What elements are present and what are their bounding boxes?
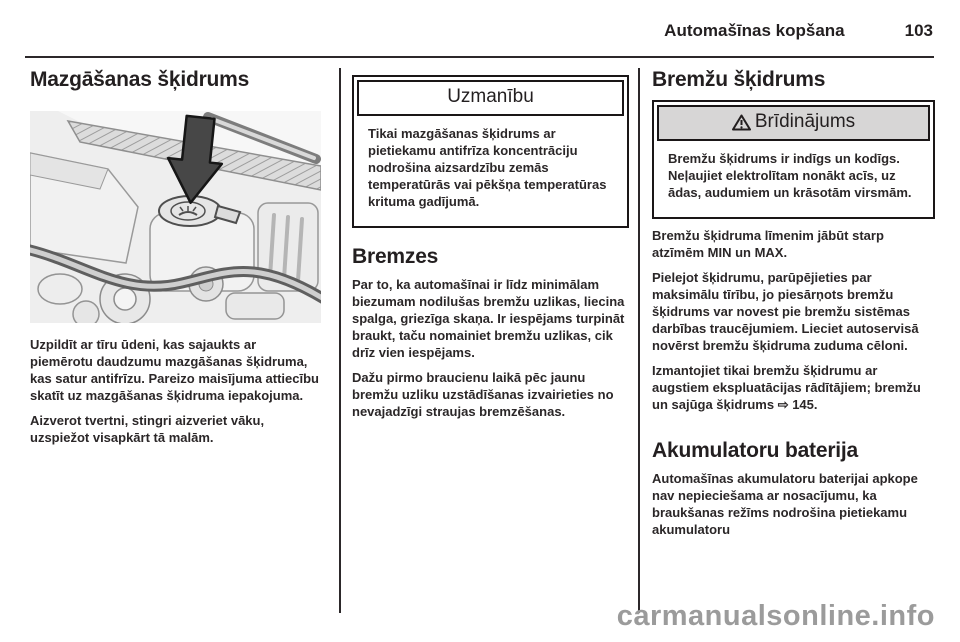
warning-triangle-icon — [732, 114, 751, 131]
brake-fluid-paragraph-1: Bremžu šķidruma līmenim jābūt starp atzīmēm MIN un MAX. — [652, 228, 884, 260]
column-brakes — [352, 68, 629, 420]
brake-fluid-paragraph-2: Pielejot šķidrumu, parūpējieties par maksimālu tīrību, jo piesārņots bremžu šķidrums var novest pie bremžu sistēmas darbības traucējumiem. Lieciet autoservisā novērst bremžu šķidruma zuduma cēloni. — [652, 270, 919, 353]
caution-box-title: Uzmanību — [357, 80, 624, 116]
column-divider-right — [638, 68, 640, 613]
warning-box-title: Brīdinājums — [657, 105, 930, 141]
washer-paragraph-2: Aizverot tvertni, stingri aizveriet vāku, uzspiežot visapkārt tā malām. — [30, 413, 265, 445]
brake-fluid-paragraph-3: Izmantojiet tikai bremžu šķidrumu ar augstiem ekspluatācijas rādītājiem; bremžu un sajūga šķidrums ⇨ 145. — [652, 363, 921, 412]
brakes-heading: Bremzes — [352, 245, 439, 268]
engine-bay-drawing — [30, 111, 321, 323]
battery-paragraph-1: Automašīnas akumulatoru baterijai apkope nav nepieciešama ar nosacījumu, ka braukšanas režīms nodrošina pietiekamu akumulatoru — [652, 471, 918, 537]
washer-fluid-illustration — [30, 111, 321, 323]
watermark-text: carmanualsonline.info — [616, 600, 935, 632]
brakes-paragraph-1: Par to, ka automašīnai ir līdz minimālam biezumam nodilušas bremžu uzlikas, liecina spalga, griezīga skaņa. Ir iespējams turpināt braukt, taču nomainiet bremžu uzlikas, cik drīz vien iespējams. — [352, 277, 625, 360]
column-washer-fluid — [30, 68, 321, 446]
header-section-title: Automašīnas kopšana — [664, 21, 845, 40]
page-number: 103 — [904, 21, 933, 40]
page-header — [0, 21, 933, 41]
column-divider-left — [339, 68, 341, 613]
warning-box-body: Bremžu šķidrums ir indīgs un kodīgs. Neļaujiet elektrolītam nonākt acīs, uz ādas, audumiem un krāsotām virsmām. — [668, 151, 912, 200]
washer-fluid-heading: Mazgāšanas šķidrums — [30, 68, 250, 91]
column-brake-fluid — [652, 68, 935, 538]
warning-box — [652, 100, 935, 219]
caution-box — [352, 75, 629, 228]
battery-heading: Akumulatoru baterija — [652, 439, 859, 462]
brakes-paragraph-2: Dažu pirmo braucienu laikā pēc jaunu bremžu uzliku uzstādīšanas izvairieties no nevajadzīgi straujas bremzēšanas. — [352, 370, 614, 419]
header-rule — [25, 56, 934, 58]
washer-paragraph-1: Uzpildīt ar tīru ūdeni, kas sajaukts ar piemērotu daudzumu mazgāšanas šķidruma, kas satur antifrīzu. Pareizo maisījuma attiecību skatīt uz mazgāšanas šķidruma iepakojuma. — [30, 337, 319, 403]
caution-box-body: Tikai mazgāšanas šķidrums ar pietiekamu antifrīza koncentrāciju nodrošina aizsardzību zemās temperatūrās vai pēkšņa temperatūras krituma gadījumā. — [368, 126, 607, 209]
brake-fluid-heading: Bremžu šķidrums — [652, 68, 826, 91]
